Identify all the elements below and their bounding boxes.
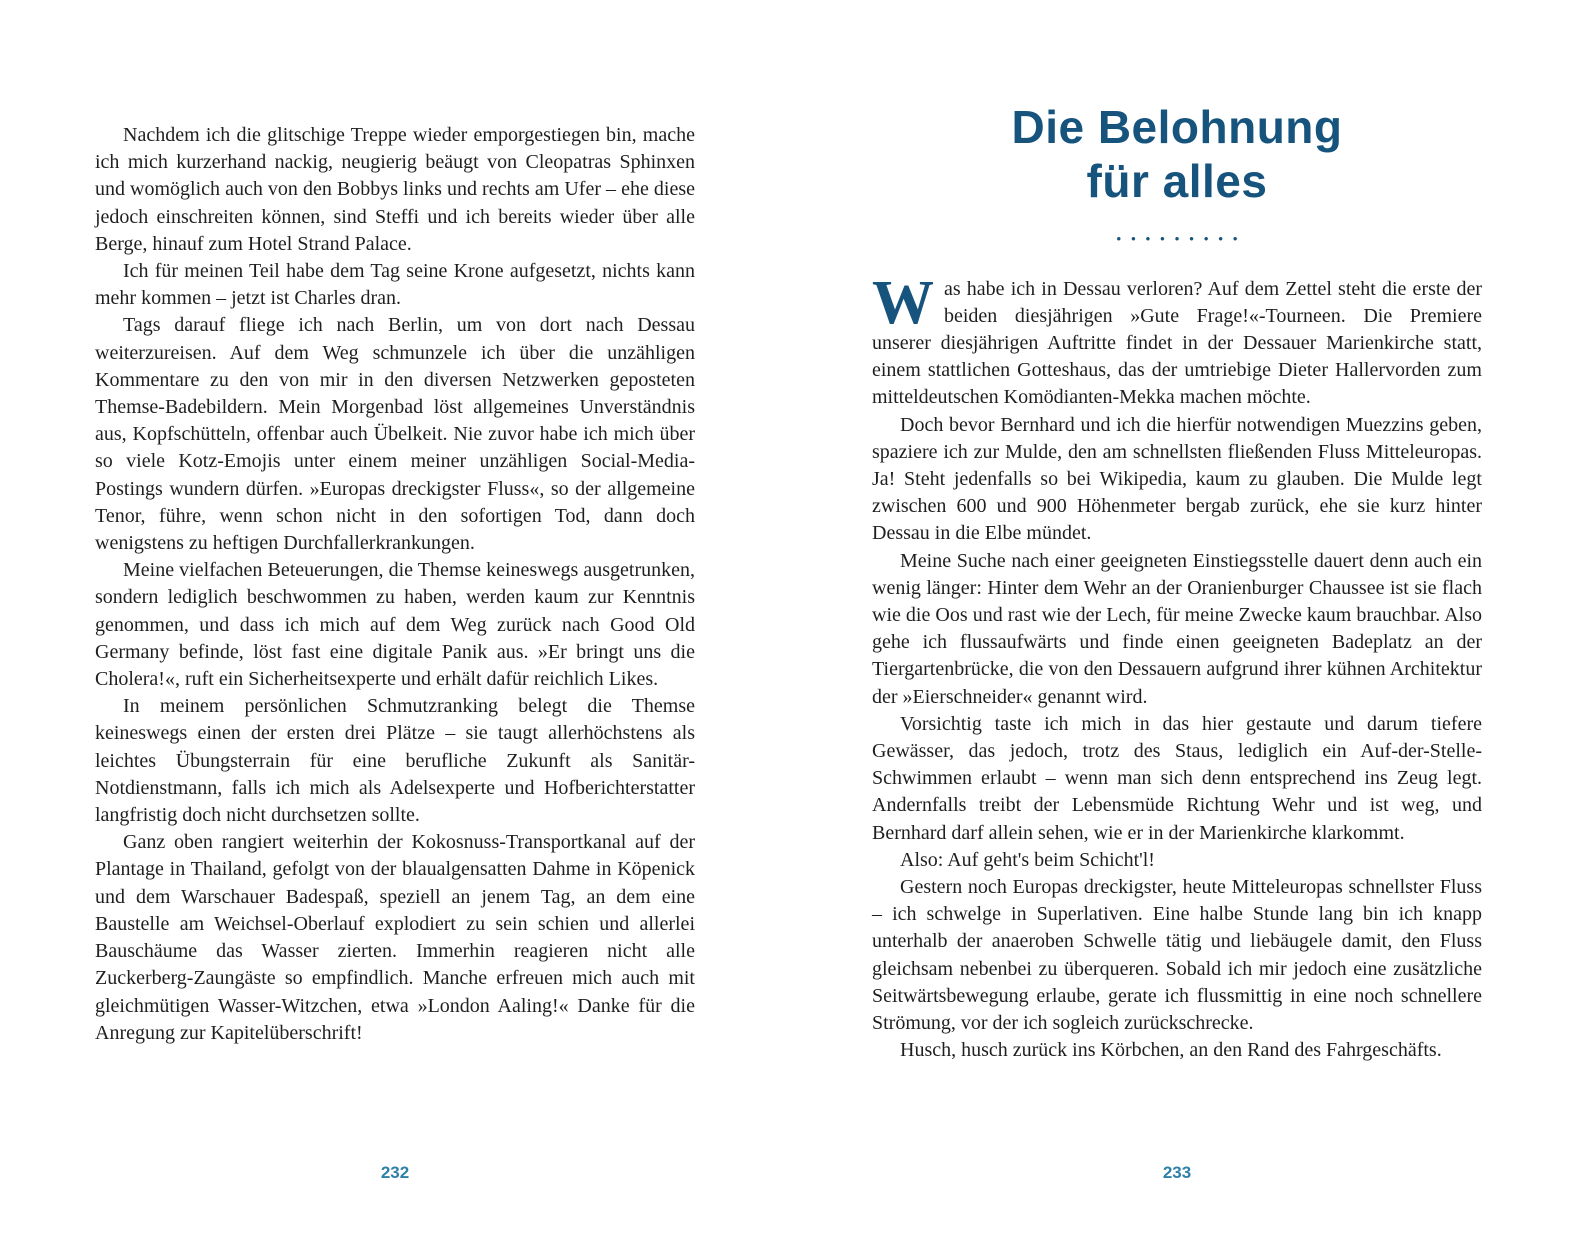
paragraph: Nachdem ich die glitschige Treppe wieder emporgestiegen bin, mache ich mich kurzerhand nackig, neugierig beäugt von Cleopatras Sphinxen und womöglich auch von den Bobbys links und rechts am Ufer – ehe diese jedoch einschreiten können, sind Steffi und ich bereits wieder über alle Berge, hinauf zum Hotel Strand Palace. (95, 124, 695, 255)
page-number-left: 232 (380, 1163, 410, 1182)
paragraph: Husch, husch zurück ins Körbchen, an den Rand des Fahrgeschäfts. (900, 1039, 1442, 1062)
paragraph: Meine Suche nach einer geeigneten Einstiegsstelle dauert denn auch ein wenig länger: Hinter dem Wehr an der Oranienburger Chaussee ist sie flach wie die Oos und rast wie der Lech, für meine Zwecke kaum brauchbar. Also gehe ich flussaufwärts und finde einen geeigneten Badeplatz an der Tiergartenbrücke, die von den Dessauern aufgrund ihrer kühnen Architektur der »Eierschneider« genannt wird. (872, 549, 1482, 708)
right-page (872, 100, 1482, 1064)
paragraph: In meinem persönlichen Schmutzranking belegt die Themse keineswegs einen der ersten drei Plätze – sie taugt allerhöchstens als leichtes Übungsterrain für eine berufliche Zukunft als Sanitär-Notdienstmann, falls ich mich als Adelsexperte und Hofberichterstatter langfristig doch nicht durchsetzen sollte. (95, 695, 695, 827)
opening-paragraph (872, 268, 1482, 412)
left-page (95, 122, 695, 1047)
paragraph: Ganz oben rangiert weiterhin der Kokosnuss-Transportkanal auf der Plantage in Thailand, gefolgt von der blaualgensatten Dahme in Köpenick und dem Warschauer Badespaß, speziell an jenem Tag, an dem eine Baustelle am Weichsel-Oberlauf explodiert zu sein schien und allerlei Bauschäume das Wasser zierten. Immerhin reagieren nicht alle Zuckerberg-Zaungäste so empfindlich. Manche erfreuen mich auch mit gleichmütigen Wasser-Witzchen, etwa »London Aaling!« Danke für die Anregung zur Kapitelüberschrift! (95, 831, 695, 1044)
paragraph: Meine vielfachen Beteuerungen, die Themse keineswegs ausgetrunken, sondern lediglich beschwommen zu haben, werden kaum zur Kenntnis genommen, und dass ich mich auf dem Weg zurück nach Good Old Germany befinde, löst fast eine digitale Panik aus. »Er bringt uns die Cholera!«, ruft ein Sicherheitsexperte und erhält dafür reichlich Likes. (95, 559, 695, 691)
paragraph: Doch bevor Bernhard und ich die hierfür notwendigen Muezzins geben, spaziere ich zur Mulde, den am schnellsten fließenden Fluss Mitteleuropas. Ja! Steht jedenfalls so bei Wikipedia, kaum zu glauben. Die Mulde legt zwischen 600 und 900 Höhenmeter bergab zurück, ehe sie kurz hinter Dessau in die Elbe mündet. (872, 413, 1482, 545)
paragraph: Vorsichtig taste ich mich in das hier gestaute und darum tiefere Gewässer, das jedoch, trotz des Staus, lediglich ein Auf-der-Stelle-Schwimmen erlaubt – wenn man sich denn entsprechend ins Zeug legt. Andernfalls treibt der Lebensmüde Richtung Wehr und ist weg, und Bernhard darf allein sehen, wie er in der Marienkirche klarkommt. (872, 712, 1482, 844)
paragraph: Gestern noch Europas dreckigster, heute Mitteleuropas schnellster Fluss – ich schwelge in Superlativen. Eine halbe Stunde lang bin ich knapp unterhalb der anaeroben Schwelle tätig und liebäugele damit, den Fluss gleichsam nebenbei zu überqueren. Sobald ich mir jedoch eine zusätzliche Seitwärtsbewegung erlaube, gerate ich flussmittig in eine noch schnellere Strömung, vor der ich sogleich zurückschrecke. (872, 876, 1482, 1035)
right-page-text (872, 268, 1482, 1065)
paragraph: Ich für meinen Teil habe dem Tag seine Krone aufgesetzt, nichts kann mehr kommen – jetzt ist Charles dran. (95, 260, 695, 310)
paragraph: Tags darauf fliege ich nach Berlin, um von dort nach Dessau weiterzureisen. Auf dem Weg schmunzele ich über die unzähligen Kommentare zu den von mir in den diversen Netzwerken geposteten Themse-Badebildern. Mein Morgenbad löst allgemeines Unverständnis aus, Kopfschütteln, offenbar auch Übelkeit. Nie zuvor habe ich mich über so viele Kotz-Emojis unter einem meiner unzähligen Social-Media-Postings wundern dürfen. »Europas dreckigster Fluss«, so der allgemeine Tenor, führe, wenn schon nicht in den sofortigen Tod, dann doch wenigstens zu heftigen Durchfallerkrankungen. (95, 314, 695, 555)
chapter-title-line2: für alles (1086, 155, 1268, 208)
drop-cap: W (872, 268, 934, 337)
chapter-separator-dots: ••••••••• (1116, 230, 1248, 246)
left-page-text (95, 122, 695, 1047)
paragraph: Also: Auf geht's beim Schicht'l! (900, 848, 1155, 871)
page-number-right: 233 (1162, 1163, 1192, 1182)
chapter-title (872, 100, 1482, 209)
chapter-title-line1: Die Belohnung (1011, 101, 1343, 153)
opening-paragraph-text: as habe ich in Dessau verloren? Auf dem Zettel steht die erste der beiden diesjährigen »Gute Frage!«-Tourneen. Die Premiere unserer diesjährigen Auftritte findet in der Dessauer Marienkirche statt, einem stattlichen Gotteshaus, das der umtriebige Dieter Hallervorden zum mitteldeutschen Komödianten-Mekka machen möchte. (872, 277, 1482, 409)
